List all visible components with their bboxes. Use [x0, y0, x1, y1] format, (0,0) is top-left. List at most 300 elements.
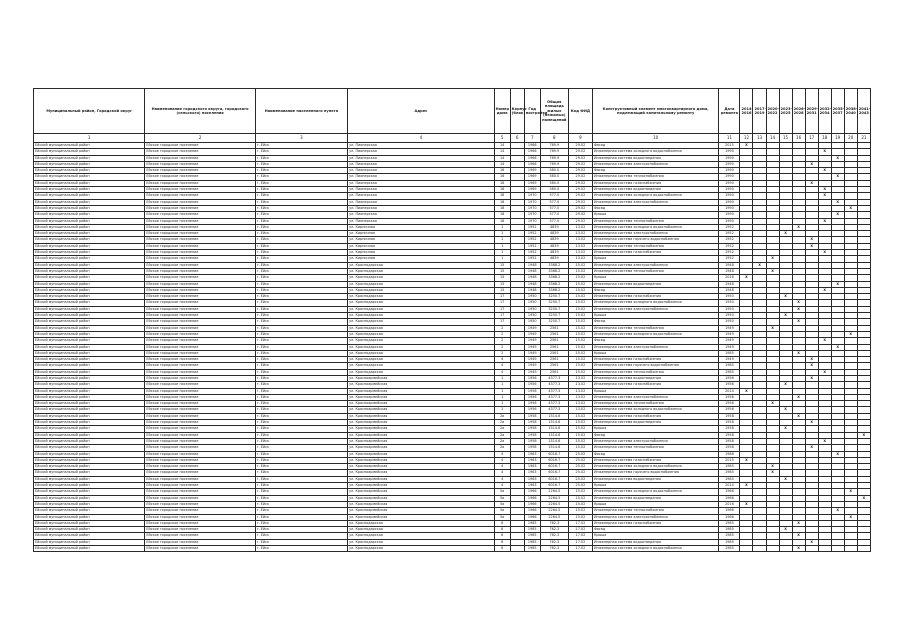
cell-settlement: Ейское городское поселение: [145, 401, 255, 407]
cell-date: 1985: [719, 470, 740, 476]
cell-year: 1966: [524, 149, 540, 155]
period-mark: X: [766, 470, 779, 476]
cell-district: Ейский муниципальный район: [34, 287, 145, 293]
cell-locality: г. Ейск: [255, 350, 347, 356]
cell-code: 15.02: [568, 432, 592, 438]
column-index-cell: 3: [255, 134, 347, 143]
cell-settlement: Ейское городское поселение: [145, 350, 255, 356]
cell-settlement: Ейское городское поселение: [145, 464, 255, 470]
cell-district: Ейский муниципальный район: [34, 262, 145, 268]
cell-street: ул. Краснодарская: [348, 546, 495, 552]
cell-area: 3250.7: [540, 294, 568, 300]
header-cell: 2020-2022: [766, 89, 779, 134]
header-cell: 2026-2028: [792, 89, 805, 134]
cell-area: 4377.3: [540, 375, 568, 381]
cell-year: 1949: [524, 325, 540, 331]
cell-locality: г. Ейск: [255, 319, 347, 325]
cell-date: 1990: [719, 155, 740, 161]
cell-year: 1950: [524, 313, 540, 319]
period-mark: X: [805, 357, 818, 363]
cell-street: ул. Красноармейская: [348, 501, 495, 507]
cell-locality: г. Ейск: [255, 174, 347, 180]
period-mark: X: [844, 514, 857, 520]
cell-district: Ейский муниципальный район: [34, 268, 145, 274]
cell-settlement: Ейское городское поселение: [145, 218, 255, 224]
cell-settlement: Ейское городское поселение: [145, 445, 255, 451]
cell-house: 17: [494, 294, 510, 300]
cell-locality: г. Ейск: [255, 432, 347, 438]
cell-code: 29.02: [568, 155, 592, 161]
cell-district: Ейский муниципальный район: [34, 420, 145, 426]
cell-date: 2016: [719, 501, 740, 507]
cell-house: 14: [494, 155, 510, 161]
cell-area: 580.0: [540, 168, 568, 174]
cell-street: ул. Краснодарская: [348, 313, 495, 319]
cell-date: 1956: [719, 382, 740, 388]
cell-house: 1: [494, 250, 510, 256]
cell-settlement: Ейское городское поселение: [145, 212, 255, 218]
cell-date: 1985: [719, 363, 740, 369]
cell-street: ул. Красноармейская: [348, 514, 495, 520]
cell-settlement: Ейское городское поселение: [145, 375, 255, 381]
header-cell: Дата ремонта: [719, 89, 740, 134]
cell-code: 29.02: [568, 193, 592, 199]
cell-date: 1952: [719, 224, 740, 230]
cell-date: 1958: [719, 445, 740, 451]
cell-district: Ейский муниципальный район: [34, 514, 145, 520]
cell-street: ул. Красноармейская: [348, 382, 495, 388]
document-sheet: [33, 88, 871, 552]
cell-settlement: Ейское городское поселение: [145, 357, 255, 363]
cell-code: 29.02: [568, 205, 592, 211]
cell-street: ул. Краснодарская: [348, 331, 495, 337]
cell-element: Инженерная система холодного водоснабжения: [592, 546, 718, 552]
table-body: [34, 134, 871, 552]
cell-date: 1985: [719, 520, 740, 526]
cell-house: 6: [494, 527, 510, 533]
cell-house: 14: [494, 149, 510, 155]
cell-settlement: Ейское городское поселение: [145, 193, 255, 199]
period-mark: X: [805, 237, 818, 243]
cell-house: 5а: [494, 514, 510, 520]
cell-locality: г. Ейск: [255, 501, 347, 507]
cell-code: 15.02: [568, 357, 592, 363]
cell-year: 1958: [524, 413, 540, 419]
cell-area: 762.3: [540, 546, 568, 552]
cell-locality: г. Ейск: [255, 445, 347, 451]
period-mark: X: [831, 199, 844, 205]
cell-year: 1963: [524, 476, 540, 482]
cell-area: 2561: [540, 325, 568, 331]
cell-element: Инженерная система электроснабжения: [592, 231, 718, 237]
cell-house: 2а: [494, 432, 510, 438]
cell-date: 2014: [719, 483, 740, 489]
period-cell: [857, 546, 870, 552]
cell-date: 1990: [719, 218, 740, 224]
cell-house: 18: [494, 205, 510, 211]
cell-locality: г. Ейск: [255, 300, 347, 306]
cell-area: 577.0: [540, 218, 568, 224]
cell-year: 1949: [524, 350, 540, 356]
cell-element: Инженерная система теплоснабжения: [592, 369, 718, 375]
cell-settlement: Ейское городское поселение: [145, 533, 255, 539]
cell-element: Инженерная система электроснабжения: [592, 344, 718, 350]
cell-code: 13.02: [568, 256, 592, 262]
cell-house: 1: [494, 243, 510, 249]
cell-street: ул. Пионерская: [348, 143, 495, 149]
cell-element: Инженерная система водоотведения: [592, 476, 718, 482]
cell-house: 2: [494, 325, 510, 331]
cell-date: 1958: [719, 438, 740, 444]
cell-district: Ейский муниципальный район: [34, 457, 145, 463]
cell-code: 29.02: [568, 199, 592, 205]
cell-locality: г. Ейск: [255, 464, 347, 470]
period-cell: [831, 546, 844, 552]
header-cell: 2023-2025: [779, 89, 792, 134]
cell-street: ул. Краснодарская: [348, 294, 495, 300]
column-index-cell: 19: [831, 134, 844, 143]
cell-code: 29.02: [568, 168, 592, 174]
cell-locality: г. Ейск: [255, 306, 347, 312]
period-mark: X: [740, 501, 753, 507]
cell-street: ул. Красноармейская: [348, 476, 495, 482]
cell-district: Ейский муниципальный район: [34, 218, 145, 224]
cell-area: 2561: [540, 331, 568, 337]
cell-house: 1: [494, 224, 510, 230]
cell-street: ул. Пионерская: [348, 168, 495, 174]
cell-area: 769.9: [540, 161, 568, 167]
cell-district: Ейский муниципальный район: [34, 231, 145, 237]
cell-settlement: Ейское городское поселение: [145, 432, 255, 438]
cell-locality: г. Ейск: [255, 331, 347, 337]
cell-area: 769.9: [540, 143, 568, 149]
cell-element: Инженерная система водоотведения: [592, 539, 718, 545]
cell-year: 1952: [524, 256, 540, 262]
cell-locality: г. Ейск: [255, 256, 347, 262]
cell-year: 1966: [524, 495, 540, 501]
cell-house: 2: [494, 338, 510, 344]
cell-element: Инженерная система газоснабжения: [592, 413, 718, 419]
cell-date: 2015: [719, 457, 740, 463]
cell-date: 1985: [719, 369, 740, 375]
cell-year: 1948: [524, 262, 540, 268]
cell-area: 3368.2: [540, 268, 568, 274]
cell-district: Ейский муниципальный район: [34, 161, 145, 167]
cell-district: Ейский муниципальный район: [34, 275, 145, 281]
cell-element: Крыша: [592, 533, 718, 539]
cell-settlement: Ейское городское поселение: [145, 457, 255, 463]
cell-locality: г. Ейск: [255, 508, 347, 514]
cell-settlement: Ейское городское поселение: [145, 325, 255, 331]
cell-code: 13.02: [568, 388, 592, 394]
cell-settlement: Ейское городское поселение: [145, 413, 255, 419]
cell-district: Ейский муниципальный район: [34, 375, 145, 381]
period-mark: X: [805, 539, 818, 545]
cell-settlement: Ейское городское поселение: [145, 275, 255, 281]
cell-locality: г. Ейск: [255, 243, 347, 249]
cell-area: 2561: [540, 338, 568, 344]
cell-element: Крыша: [592, 388, 718, 394]
cell-house: 16: [494, 174, 510, 180]
header-cell: 2041-2043: [857, 89, 870, 134]
cell-locality: г. Ейск: [255, 438, 347, 444]
header-cell: 2014-2016: [740, 89, 753, 134]
cell-settlement: Ейское городское поселение: [145, 420, 255, 426]
cell-house: 6: [494, 533, 510, 539]
cell-area: 3368.2: [540, 262, 568, 268]
cell-settlement: Ейское городское поселение: [145, 520, 255, 526]
cell-code: 13.02: [568, 407, 592, 413]
column-index-cell: 21: [857, 134, 870, 143]
cell-element: Фасад: [592, 527, 718, 533]
cell-district: Ейский муниципальный район: [34, 174, 145, 180]
cell-locality: г. Ейск: [255, 388, 347, 394]
cell-district: Ейский муниципальный район: [34, 546, 145, 552]
cell-area: 3250.7: [540, 319, 568, 325]
period-mark: X: [805, 180, 818, 186]
cell-house: 5а: [494, 508, 510, 514]
cell-area: 2561: [540, 344, 568, 350]
cell-code: 13.02: [568, 382, 592, 388]
cell-date: 1990: [719, 174, 740, 180]
period-cell: [844, 546, 857, 552]
cell-street: ул. Кирпичная: [348, 231, 495, 237]
cell-element: Фасад: [592, 168, 718, 174]
cell-date: 2016: [719, 275, 740, 281]
cell-district: Ейский муниципальный район: [34, 501, 145, 507]
cell-year: 1970: [524, 199, 540, 205]
cell-street: ул. Краснодарская: [348, 520, 495, 526]
period-mark: X: [740, 483, 753, 489]
cell-street: ул. Красноармейская: [348, 426, 495, 432]
header-cell: Общая площадь жилых (нежилых) помещений: [540, 89, 568, 134]
cell-area: 4839: [540, 237, 568, 243]
cell-locality: г. Ейск: [255, 231, 347, 237]
cell-street: ул. Пионерская: [348, 187, 495, 193]
cell-area: 6016.7: [540, 470, 568, 476]
cell-area: 3250.7: [540, 313, 568, 319]
cell-element: Инженерная система электроснабжения: [592, 438, 718, 444]
cell-house: 15: [494, 287, 510, 293]
cell-year: 1956: [524, 394, 540, 400]
cell-locality: г. Ейск: [255, 187, 347, 193]
cell-date: 1958: [719, 426, 740, 432]
cell-district: Ейский муниципальный район: [34, 281, 145, 287]
cell-code: 29.02: [568, 149, 592, 155]
period-mark: X: [805, 243, 818, 249]
cell-element: Крыша: [592, 212, 718, 218]
cell-street: ул. Пионерская: [348, 149, 495, 155]
cell-code: 29.02: [568, 174, 592, 180]
cell-code: 15.02: [568, 426, 592, 432]
cell-element: Фасад: [592, 338, 718, 344]
period-mark: X: [857, 495, 870, 501]
cell-area: 1514.6: [540, 445, 568, 451]
cell-locality: г. Ейск: [255, 495, 347, 501]
cell-settlement: Ейское городское поселение: [145, 483, 255, 489]
cell-district: Ейский муниципальный район: [34, 212, 145, 218]
cell-district: Ейский муниципальный район: [34, 451, 145, 457]
column-index-row: [34, 134, 871, 143]
cell-district: Ейский муниципальный район: [34, 306, 145, 312]
cell-date: 1990: [719, 168, 740, 174]
cell-locality: г. Ейск: [255, 205, 347, 211]
period-mark: X: [766, 256, 779, 262]
cell-code: 13.02: [568, 237, 592, 243]
cell-year: 1969: [524, 168, 540, 174]
cell-element: Инженерная система теплоснабжения: [592, 268, 718, 274]
cell-house: 2а: [494, 438, 510, 444]
cell-house: 18: [494, 212, 510, 218]
cell-locality: г. Ейск: [255, 212, 347, 218]
cell-element: Инженерная система газоснабжения: [592, 457, 718, 463]
cell-street: ул. Пионерская: [348, 174, 495, 180]
cell-code: 13.02: [568, 394, 592, 400]
cell-district: Ейский муниципальный район: [34, 520, 145, 526]
cell-area: 6016.7: [540, 457, 568, 463]
cell-area: 762.3: [540, 520, 568, 526]
cell-element: Инженерная система холодного водоснабжения: [592, 407, 718, 413]
cell-element: Инженерная система газоснабжения: [592, 357, 718, 363]
cell-street: ул. Кирпичная: [348, 256, 495, 262]
period-mark: X: [831, 155, 844, 161]
cell-code: 15.02: [568, 325, 592, 331]
cell-street: ул. Краснодарская: [348, 350, 495, 356]
cell-element: Инженерная система горячего водоснабжения: [592, 470, 718, 476]
cell-code: 15.02: [568, 275, 592, 281]
cell-settlement: Ейское городское поселение: [145, 224, 255, 230]
cell-settlement: Ейское городское поселение: [145, 514, 255, 520]
cell-settlement: Ейское городское поселение: [145, 382, 255, 388]
cell-code: 29.02: [568, 143, 592, 149]
header-cell: Конструктивный элемент многоквартирного дома, подлежащий капитальному ремонту: [592, 89, 718, 134]
cell-date: 1956: [719, 375, 740, 381]
cell-locality: г. Ейск: [255, 413, 347, 419]
period-cell: [779, 546, 792, 552]
cell-area: 2561: [540, 369, 568, 375]
cell-date: 1985: [719, 350, 740, 356]
cell-area: 4839: [540, 231, 568, 237]
cell-year: 1949: [524, 357, 540, 363]
cell-element: Инженерная система теплоснабжения: [592, 445, 718, 451]
cell-code: 25.02: [568, 483, 592, 489]
period-mark: X: [844, 489, 857, 495]
cell-element: Крыша: [592, 501, 718, 507]
cell-date: 2015: [719, 143, 740, 149]
cell-house: 4: [494, 363, 510, 369]
cell-date: 1990: [719, 180, 740, 186]
cell-settlement: Ейское городское поселение: [145, 508, 255, 514]
cell-area: 2561: [540, 350, 568, 356]
cell-settlement: Ейское городское поселение: [145, 438, 255, 444]
period-mark: X: [805, 363, 818, 369]
cell-year: 1963: [524, 464, 540, 470]
cell-date: 1990: [719, 205, 740, 211]
cell-code: 29.02: [568, 218, 592, 224]
cell-code: 13.02: [568, 231, 592, 237]
cell-area: 4377.3: [540, 382, 568, 388]
cell-year: 1950: [524, 294, 540, 300]
period-mark: X: [818, 250, 831, 256]
cell-locality: г. Ейск: [255, 489, 347, 495]
cell-district: Ейский муниципальный район: [34, 243, 145, 249]
cell-date: 1990: [719, 193, 740, 199]
cell-district: Ейский муниципальный район: [34, 199, 145, 205]
cell-settlement: Ейское городское поселение: [145, 426, 255, 432]
cell-district: Ейский муниципальный район: [34, 313, 145, 319]
cell-area: 769.9: [540, 149, 568, 155]
cell-house: 1: [494, 382, 510, 388]
cell-street: ул. Краснодарская: [348, 306, 495, 312]
cell-year: 1958: [524, 420, 540, 426]
cell-code: 15.02: [568, 300, 592, 306]
header-cell: Код ФИД: [568, 89, 592, 134]
cell-year: 1970: [524, 205, 540, 211]
cell-locality: г. Ейск: [255, 218, 347, 224]
cell-element: Инженерная система теплоснабжения: [592, 174, 718, 180]
cell-block: [510, 546, 524, 552]
cell-element: Инженерная система теплоснабжения: [592, 218, 718, 224]
cell-year: 1948: [524, 268, 540, 274]
cell-date: 1966: [719, 495, 740, 501]
cell-district: Ейский муниципальный район: [34, 483, 145, 489]
cell-year: 1966: [524, 143, 540, 149]
cell-date: 1948: [719, 287, 740, 293]
cell-house: 4: [494, 483, 510, 489]
column-index-cell: 4: [348, 134, 495, 143]
cell-code: 25.02: [568, 451, 592, 457]
cell-district: Ейский муниципальный район: [34, 464, 145, 470]
cell-element: Инженерная система горячего водоснабжения: [592, 237, 718, 243]
cell-element: Крыша: [592, 313, 718, 319]
cell-locality: г. Ейск: [255, 533, 347, 539]
cell-year: 1963: [524, 470, 540, 476]
cell-house: 2: [494, 331, 510, 337]
period-mark: X: [779, 476, 792, 482]
cell-element: Инженерная система горячего водоснабжения: [592, 363, 718, 369]
cell-year: 1963: [524, 457, 540, 463]
cell-code: 15.02: [568, 281, 592, 287]
cell-street: ул. Краснодарская: [348, 300, 495, 306]
cell-area: 762.3: [540, 539, 568, 545]
cell-house: 4: [494, 470, 510, 476]
cell-element: Инженерная система газоснабжения: [592, 250, 718, 256]
period-mark: X: [818, 438, 831, 444]
cell-house: 15: [494, 268, 510, 274]
column-index-cell: 10: [592, 134, 718, 143]
cell-house: 2а: [494, 413, 510, 419]
cell-street: ул. Пионерская: [348, 161, 495, 167]
cell-locality: г. Ейск: [255, 539, 347, 545]
period-mark: X: [818, 369, 831, 375]
cell-date: 1950: [719, 294, 740, 300]
cell-district: Ейский муниципальный район: [34, 495, 145, 501]
cell-area: 1514.6: [540, 426, 568, 432]
cell-house: 1: [494, 375, 510, 381]
period-mark: X: [805, 420, 818, 426]
period-mark: X: [740, 388, 753, 394]
cell-settlement: Ейское городское поселение: [145, 250, 255, 256]
header-cell: Адрес: [348, 89, 495, 134]
cell-code: 29.02: [568, 212, 592, 218]
period-mark: X: [844, 205, 857, 211]
cell-house: 14: [494, 143, 510, 149]
cell-area: 762.3: [540, 527, 568, 533]
cell-date: 1949: [719, 331, 740, 337]
cell-element: Инженерная система водоотведения: [592, 281, 718, 287]
cell-street: ул. Краснодарская: [348, 363, 495, 369]
cell-area: 762.3: [540, 533, 568, 539]
